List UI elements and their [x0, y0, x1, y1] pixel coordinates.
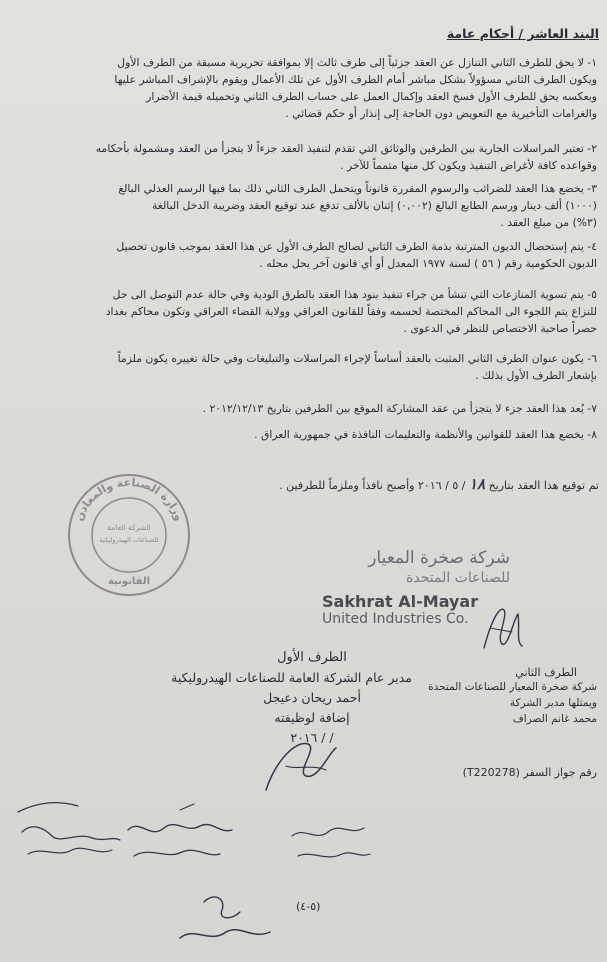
seal-inner-line-2: للصناعات الهيدروليكية	[99, 536, 159, 544]
party-one-date: / / ٢٠١٦	[290, 730, 334, 745]
clause-8-line-1: ٨- يخضع هذا العقد للقوانين والأنظمة والتعليمات النافذة في جمهورية العراق .	[254, 428, 597, 441]
initials-right	[286, 806, 376, 876]
clause-3-line-3: (٣%) من مبلغ العقد .	[500, 216, 597, 229]
party-two-role: الطرف الثاني	[515, 666, 577, 679]
clause-6-line-2: بإشعار الطرف الأول بذلك .	[475, 369, 597, 382]
party-two-represented-by: ويمثلها مدير الشركة	[509, 697, 597, 709]
closing-prefix: تم توقيع هذا العقد بتاريخ	[488, 479, 599, 492]
clause-3	[5, 180, 597, 231]
stamp-english-sub: United Industries Co.	[322, 611, 469, 627]
clause-6-line-1: ٦- يكون عنوان الطرف الثاني المثبت بالعقد أساساً لإجراء المراسلات والتبليغات وفي حالة تغييره يكون ملزماً	[117, 352, 597, 365]
clause-8	[5, 426, 597, 443]
clause-3-line-1: ٣- يخضع هذا العقد للضرائب والرسوم المقررة قانوناً ويتحمل الطرف الثاني ذلك بما فيها الرسم العدلي البالغ	[118, 182, 597, 195]
party-one-capacity: إضافة لوظيفته	[274, 710, 350, 725]
clause-3-line-2: (١٠٠٠) ألف دينار ورسم الطابع البالغ (٠,٠٠٢) إثنان بالألف تدفع عند توقيع العقد وضريبة الدخل البالغة	[152, 199, 597, 212]
clause-2-line-1: ٢- تعتبر المراسلات الجارية بين الطرفين والوثائق التي تقدم لتنفيذ العقد جزءاً لا يتجزأ من العقد ومشمولة بأحكامه	[95, 142, 597, 155]
clause-1-line-4: والغرامات التأخيرية مع التعويض دون الحاجة إلى إنذار أو حكم قضائي .	[285, 107, 597, 120]
clause-7	[5, 400, 597, 417]
clause-5-line-3: حصراً صاحبة الاختصاص للنظر في الدعوى .	[403, 322, 597, 335]
stamp-arabic-sub: للصناعات المتحدة	[406, 570, 510, 586]
initials-middle	[120, 800, 240, 880]
party-one-role: الطرف الأول	[277, 650, 347, 665]
party-two-signature	[478, 598, 528, 658]
seal-ring-text: وزارة الصناعة والمعادن	[72, 475, 186, 523]
stamp-english-name: Sakhrat Al-Mayar	[322, 592, 479, 611]
party-one-title: مدير عام الشركة العامة للصناعات الهيدروليكية	[171, 670, 412, 685]
clause-5-line-2: للنزاع يتم اللجوء الى المحاكم المختصة لحسمه وفقاً للقانون العراقي وولاية القضاء العراقي وتكون محاكم بغداد	[105, 305, 597, 318]
page-number: (٥-٤)	[296, 900, 321, 913]
seal-inner-ring	[92, 498, 166, 572]
passport-number: رقم جواز السفر (T220278)	[462, 766, 597, 779]
section-title: البند العاشر / أحكام عامة	[446, 26, 599, 41]
initials-left	[8, 792, 128, 872]
seal-inner-line-1: الشركة العامة	[107, 523, 151, 532]
clause-5	[5, 286, 597, 337]
clause-1	[5, 54, 597, 122]
party-two-company: شركة صخرة المعيار للصناعات المتحدة	[428, 681, 597, 693]
handwritten-day: ١٨	[468, 475, 486, 493]
clause-1-line-3: وبعكسه يحق للطرف الأول فسخ العقد وإكمال العمل على حساب الطرف الثاني وتحميله قيمة الأضرار	[146, 90, 597, 103]
clause-4	[5, 238, 597, 272]
clause-7-line-1: ٧- يُعد هذا العقد جزء لا يتجزأ من عقد المشاركة الموقع بين الطرفين بتاريخ ٢٠١٢/١٢/١٣ .	[202, 402, 597, 415]
seal-bottom-text: القانونية	[107, 576, 151, 587]
clause-4-line-1: ٤- يتم إستحصال الديون المترتبة بذمة الطرف الثاني لصالح الطرف الأول عن هذا العقد بموجب قانون تحصيل	[116, 240, 597, 253]
clause-4-line-2: الديون الحكومية رقم ( ٥٦ ) لسنة ١٩٧٧ المعدل أو أي قانون آخر يحل محله .	[259, 257, 597, 270]
party-one-signature	[256, 730, 346, 800]
clause-1-line-2: ويكون الطرف الثاني مسؤولاً بشكل مباشر أمام الطرف الأول عن تلك الأعمال ويقوم بالإشراف المباشر عليها	[114, 73, 597, 86]
clause-2	[5, 140, 597, 174]
clause-5-line-1: ٥- يتم تسوية المنازعات التي تنشأ من جراء تنفيذ بنود هذا العقد بالطرق الودية وفي حالة عدم التوصل الى حل	[112, 288, 597, 301]
closing-date: / ٥ / ٢٠١٦ وأصبح نافذاً وملزماً للطرفين .	[279, 479, 466, 492]
initials-bottom	[170, 886, 280, 956]
ministry-seal	[66, 472, 192, 598]
clause-6	[5, 350, 597, 384]
party-one-name: أحمد ريحان دعيجل	[263, 690, 361, 705]
party-two-manager: محمد غانم الصراف	[512, 713, 597, 725]
stamp-arabic-name: شركة صخرة المعيار	[368, 548, 510, 568]
clause-1-line-1: ١- لا يحق للطرف الثاني التنازل عن العقد جزئياً إلى طرف ثالث إلا بموافقة تحريرية مسبقة من الطرف الأول	[117, 56, 597, 69]
party-two-block	[347, 666, 597, 727]
clause-2-line-2: وقواعده كافة لأغراض التنفيذ ويكون كل منها متمماً للآخر .	[340, 159, 597, 172]
